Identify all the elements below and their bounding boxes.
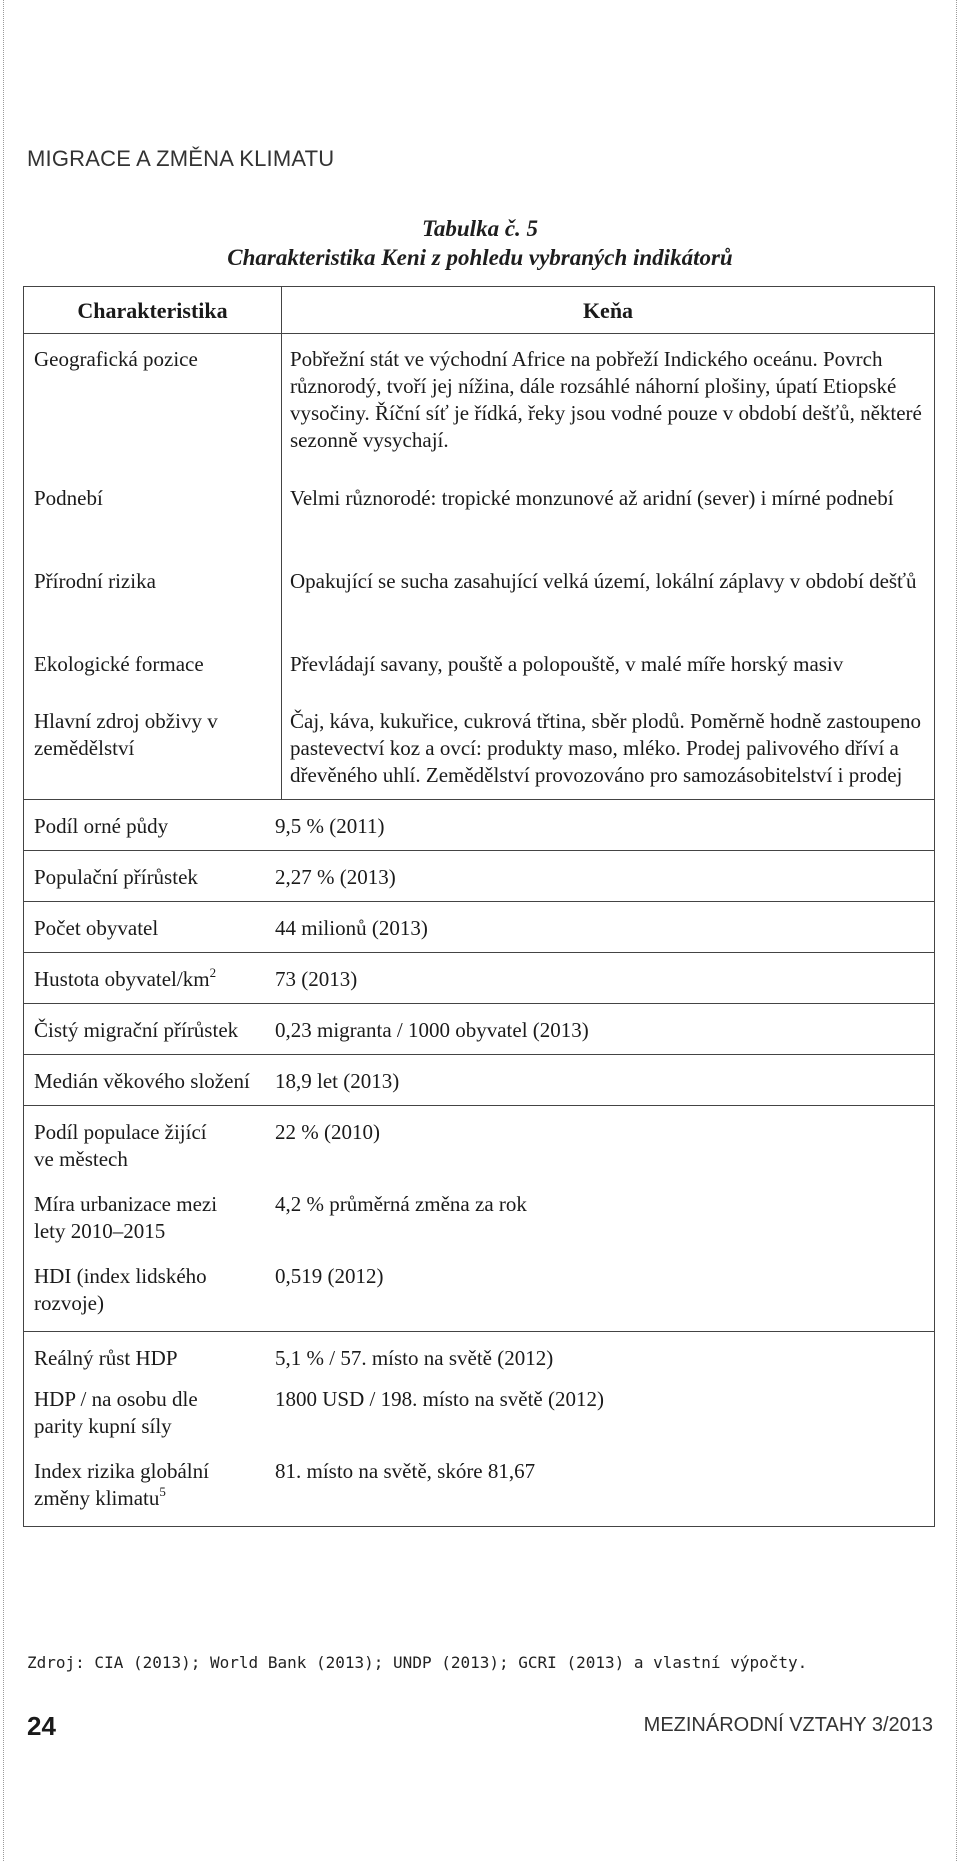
- table-row: [24, 901, 934, 952]
- table-row: [24, 1259, 934, 1331]
- row-value: 5,1 % / 57. místo na světě (2012): [275, 1346, 554, 1370]
- table-row: [24, 850, 934, 901]
- col-header-kenya: Keňa: [282, 287, 935, 334]
- table-row: [24, 1003, 934, 1054]
- row-value: 18,9 let (2013): [275, 1069, 400, 1093]
- row-value: Čaj, káva, kukuřice, cukrová třtina, sběr plodů. Poměrně hodně zastoupeno pastevectví koz a ovcí: produkty maso, mléko. Prodej palivového dříví a dřevěného uhlí. Zemědělství provozováno pro samozásobitelství i prodej: [290, 709, 921, 787]
- page-number: 24: [27, 1711, 56, 1741]
- row-label: Podíl orné půdy: [34, 814, 169, 838]
- table-title: Charakteristika Keni z pohledu vybraných indikátorů: [227, 245, 733, 270]
- row-value: 0,519 (2012): [275, 1264, 384, 1288]
- superscript: 2: [209, 965, 217, 980]
- row-value: 1800 USD / 198. místo na světě (2012): [275, 1387, 604, 1411]
- row-value: Opakující se sucha zasahující velká území, lokální záplavy v období dešťů: [290, 569, 917, 593]
- row-label: Čistý migrační přírůstek: [34, 1018, 239, 1042]
- footnote-marker: 5: [159, 1484, 166, 1499]
- row-label: Hlavní zdroj obživy v zemědělství: [34, 709, 218, 760]
- row-label: Medián věkového složení: [34, 1069, 250, 1093]
- row-value: 2,27 % (2013): [275, 865, 396, 889]
- table-header-row: [24, 287, 935, 334]
- table-row: [24, 1054, 934, 1105]
- row-label: Míra urbanizace mezi lety 2010–2015: [34, 1192, 218, 1243]
- table-row: [24, 1382, 934, 1454]
- row-value: 22 % (2010): [275, 1120, 380, 1144]
- row-label: HDI (index lidského rozvoje): [34, 1264, 207, 1315]
- row-label: Index rizika globální změny klimatu$^5$: [34, 1459, 209, 1510]
- row-label: Populační přírůstek: [34, 865, 198, 889]
- page-edge-right: [956, 0, 957, 1861]
- row-value: 73 (2013): [275, 967, 358, 991]
- row-label: Hustota obyvatel/$km^2$: [34, 965, 217, 991]
- row-value: Pobřežní stát ve východní Africe na pobřeží Indického oceánu. Povrch různorodý, tvoří jej nížina, dále rozsáhlé náhorní plošiny, úpatí Etiopské vysočiny. Říční síť je řídká, řeky jsou vodné pouze v období dešťů, některé sezonně vysychají.: [290, 347, 922, 452]
- table-caption: [0, 214, 960, 272]
- table-row: [24, 952, 934, 1003]
- col-header-characteristic: Charakteristika: [24, 287, 282, 334]
- row-label: Geografická pozice: [34, 347, 198, 371]
- table-row: [24, 1454, 934, 1526]
- row-value: 44 milionů (2013): [275, 916, 428, 940]
- row-value: 9,5 % (2011): [275, 814, 385, 838]
- table-row: [24, 1187, 934, 1259]
- row-label: Počet obyvatel: [34, 916, 159, 940]
- table-row: [24, 800, 934, 850]
- table-number: Tabulka č. 5: [421, 216, 539, 241]
- row-value: Převládají savany, pouště a polopouště, v malé míře horský masiv: [290, 652, 844, 676]
- row-label: Ekologické formace: [34, 652, 204, 676]
- table-row: [24, 1105, 934, 1187]
- row-value: Velmi různorodé: tropické monzunové až aridní (sever) i mírné podnebí: [290, 486, 894, 510]
- row-value: 4,2 % průměrná změna za rok: [275, 1192, 527, 1216]
- lower-rows: [24, 800, 934, 1526]
- row-label: Podnebí: [34, 486, 103, 510]
- row-value: 81. místo na světě, skóre 81,67: [275, 1459, 536, 1483]
- row-label: Reálný růst HDP: [34, 1346, 178, 1370]
- table-row: [24, 1331, 934, 1382]
- running-header: MIGRACE A ZMĚNA KLIMATU: [27, 146, 335, 171]
- journal-name: MEZINÁRODNÍ VZTAHY 3/2013: [643, 1714, 933, 1736]
- kenya-indicators-table: [23, 286, 935, 1527]
- table-row: [24, 334, 935, 800]
- row-value: 0,23 migranta / 1000 obyvatel (2013): [275, 1018, 589, 1042]
- row-label: Přírodní rizika: [34, 569, 156, 593]
- page-edge-left: [3, 0, 4, 1861]
- row-label: HDP / na osobu dle parity kupní síly: [34, 1387, 198, 1438]
- source-note: Zdroj: CIA (2013); World Bank (2013); UNDP (2013); GCRI (2013) a vlastní výpočty.: [27, 1653, 808, 1672]
- row-label: Podíl populace žijící ve městech: [34, 1120, 207, 1171]
